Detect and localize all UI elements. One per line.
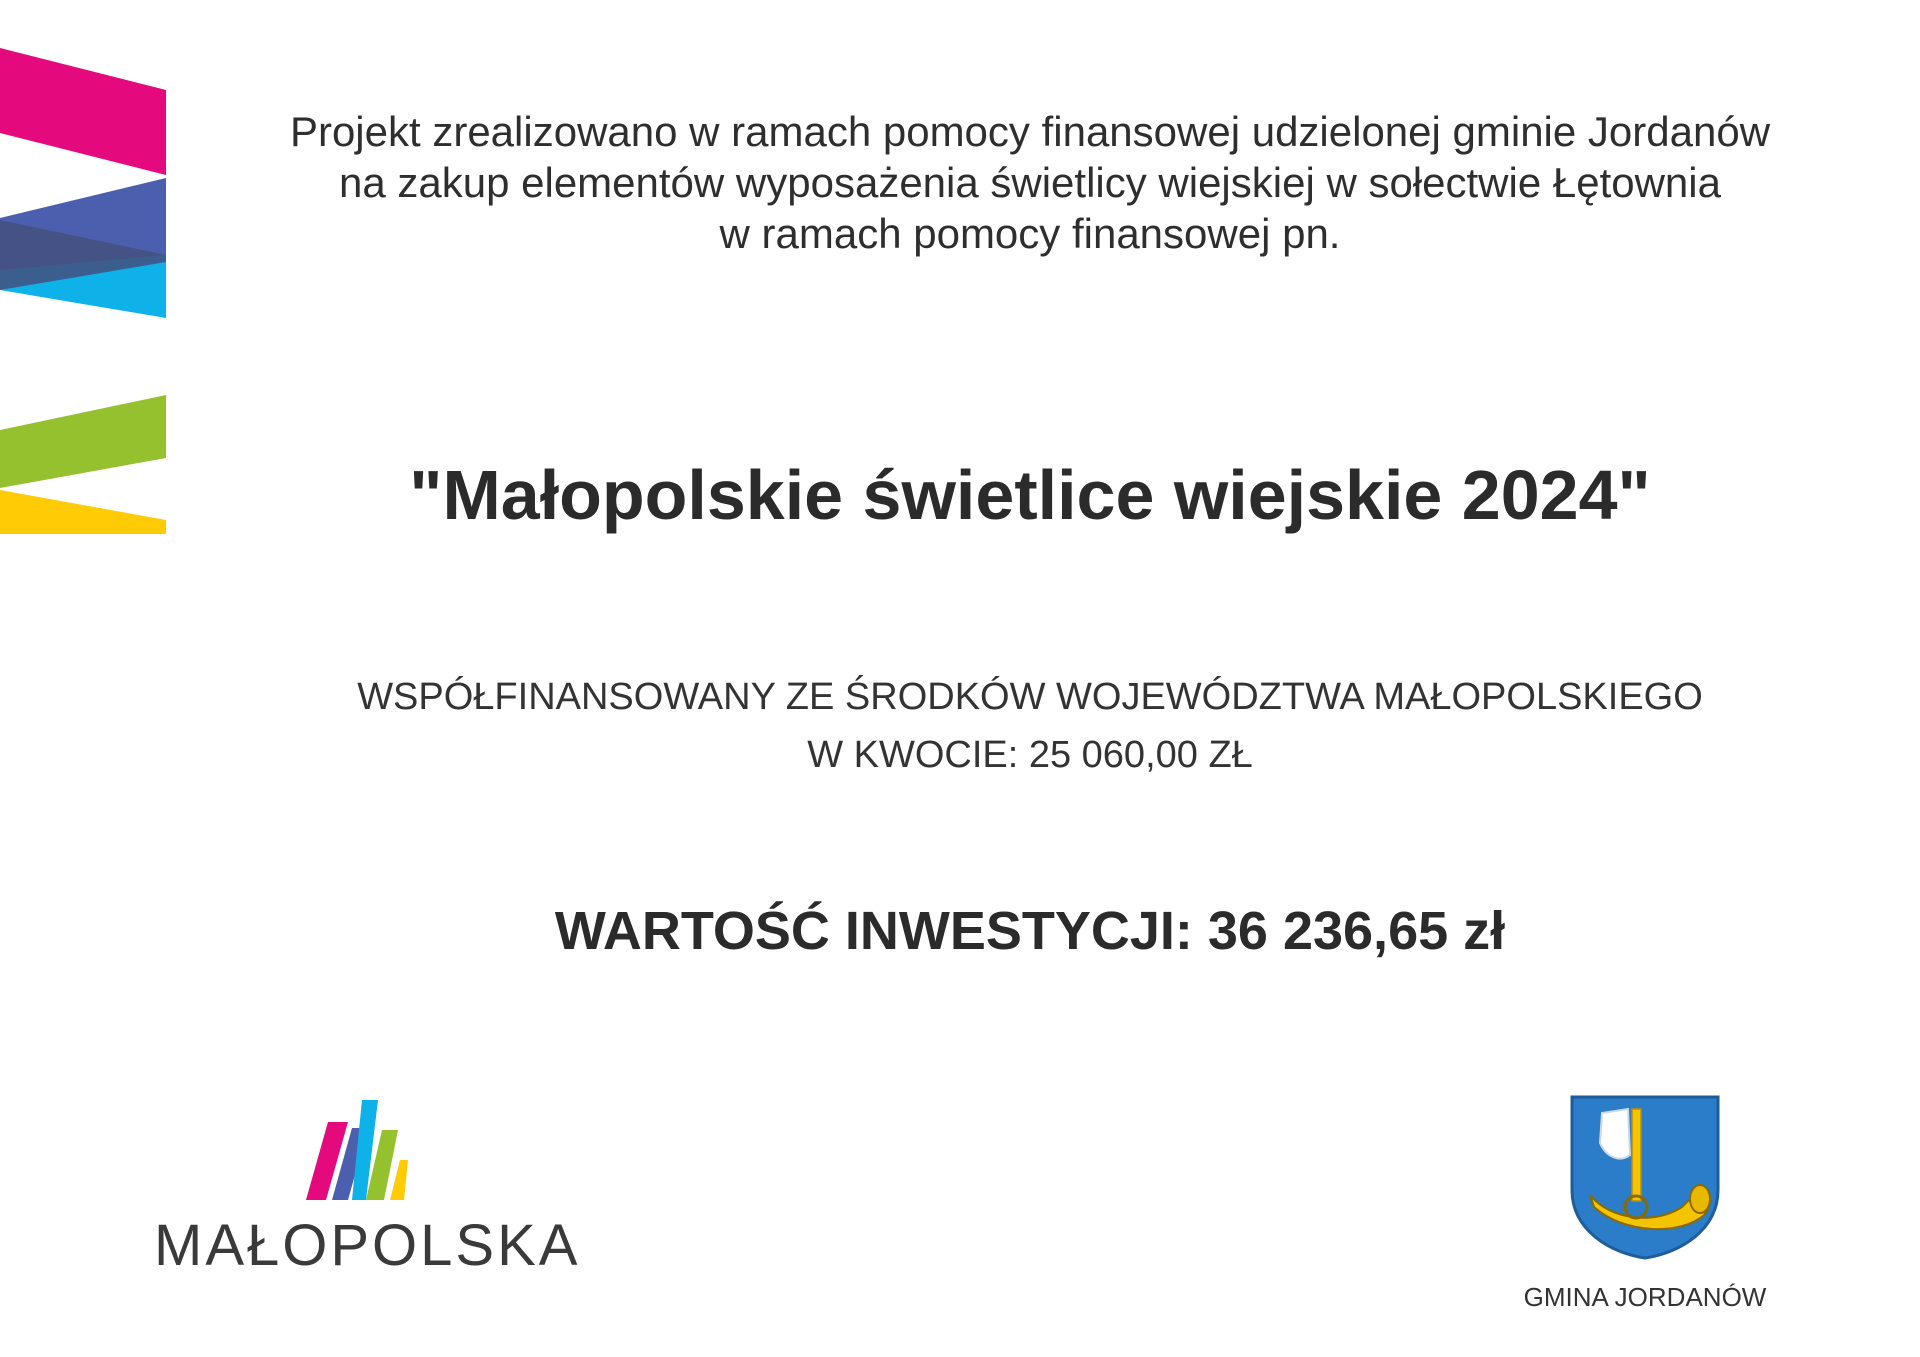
cofunding-text (160, 668, 1900, 784)
malopolska-logo-text: MAŁOPOLSKA (154, 1213, 581, 1278)
intro-line-2: na zakup elementów wyposażenia świetlicy wiejskiej w sołectwie Łętownia (339, 159, 1721, 206)
stripe-yellow (0, 490, 166, 534)
investment-value: WARTOŚĆ INWESTYCJI: 36 236,65 zł (554, 901, 1506, 961)
gmina-jordanow-label: GMINA JORDANÓW (1523, 1282, 1767, 1312)
intro-line-3: w ramach pomocy finansowej pn. (719, 210, 1341, 257)
coat-of-arms-icon (1570, 1095, 1720, 1260)
intro-text (160, 106, 1900, 259)
malopolska-logo-icon (300, 1100, 410, 1205)
intro-line-1: Projekt zrealizowano w ramach pomocy finansowej udzielonej gminie Jordanów (289, 108, 1771, 155)
stripe-green (0, 395, 166, 488)
program-title: "Małopolskie świetlice wiejskie 2024" (409, 456, 1651, 534)
cofunding-line-2: W KWOCIE: 25 060,00 ZŁ (807, 734, 1253, 776)
stripe-magenta (0, 48, 166, 175)
cofunding-line-1: WSPÓŁFINANSOWANY ZE ŚRODKÓW WOJEWÓDZTWA MAŁOPOLSKIEGO (357, 676, 1703, 718)
decorative-stripes (0, 0, 170, 560)
